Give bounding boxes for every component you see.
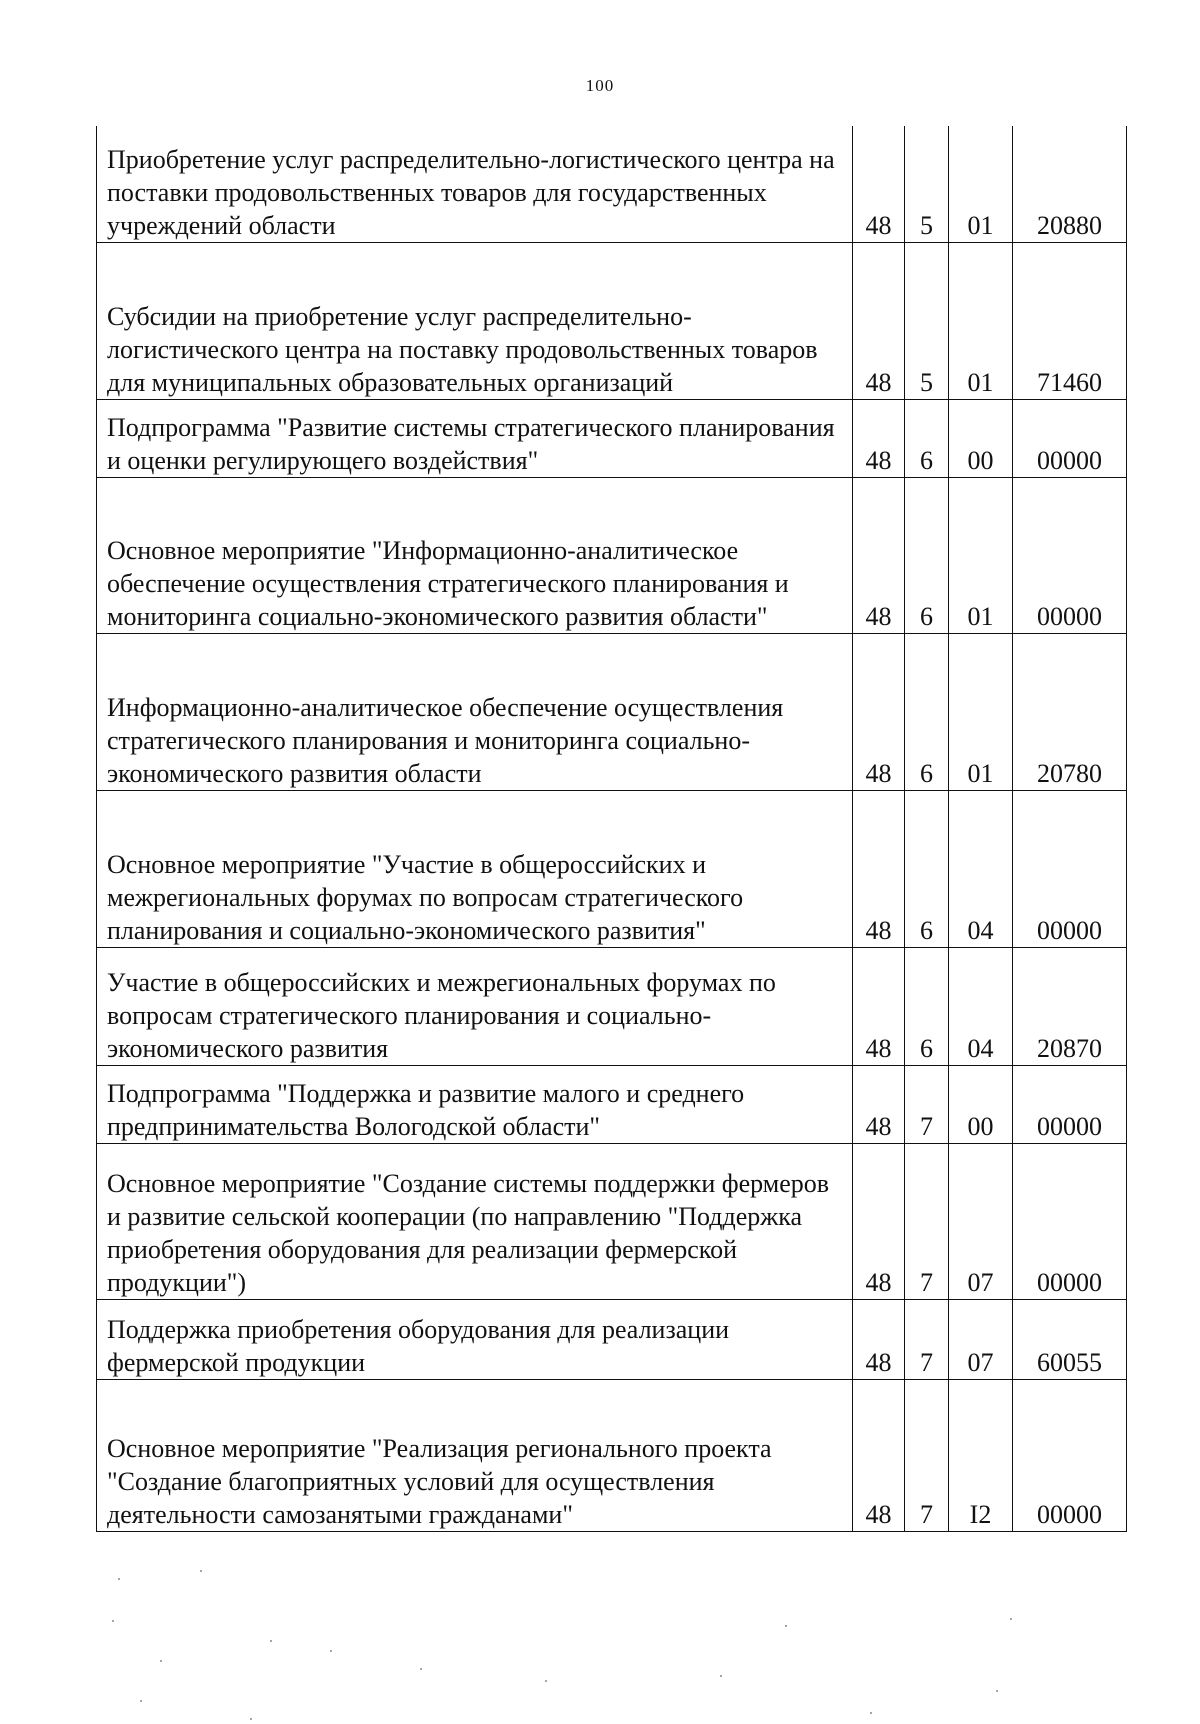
main-event-code-cell: 00	[949, 399, 1013, 477]
row-name-cell: Участие в общероссийских и межрегиональных форумах по вопросам стратегического планирования и социально-экономического развития	[97, 947, 853, 1065]
main-event-code-cell: 04	[949, 947, 1013, 1065]
table-row	[97, 399, 1127, 477]
page-number: 100	[585, 76, 615, 95]
subprogram-code-cell: 7	[905, 1379, 949, 1531]
subprogram-code-cell: 7	[905, 1065, 949, 1143]
table-row	[97, 790, 1127, 947]
direction-code-cell: 00000	[1013, 1065, 1127, 1143]
table-row	[97, 1379, 1127, 1531]
row-name-cell: Приобретение услуг распределительно-логистического центра на поставки продовольственных товаров для государственных учреждений области	[97, 126, 853, 242]
table-row	[97, 633, 1127, 790]
main-event-code-cell: 07	[949, 1299, 1013, 1379]
row-name-cell: Основное мероприятие "Создание системы поддержки фермеров и развитие сельской кооперации (по направлению "Поддержка приобретения оборудования для реализации фермерской продукции")	[97, 1143, 853, 1299]
table-row	[97, 1299, 1127, 1379]
table-row	[97, 947, 1127, 1065]
subprogram-code-cell: 6	[905, 947, 949, 1065]
row-name-cell: Подпрограмма "Развитие системы стратегического планирования и оценки регулирующего воздействия"	[97, 399, 853, 477]
program-code-cell: 48	[853, 477, 905, 633]
direction-code-cell: 60055	[1013, 1299, 1127, 1379]
subprogram-code-cell: 5	[905, 242, 949, 399]
main-event-code-cell: 01	[949, 633, 1013, 790]
subprogram-code-cell: 5	[905, 126, 949, 242]
program-code-cell: 48	[853, 790, 905, 947]
row-name-cell: Информационно-аналитическое обеспечение осуществления стратегического планирования и мониторинга социально-экономического развития области	[97, 633, 853, 790]
program-code-cell: 48	[853, 1379, 905, 1531]
direction-code-cell: 20780	[1013, 633, 1127, 790]
subprogram-code-cell: 6	[905, 399, 949, 477]
program-code-cell: 48	[853, 1143, 905, 1299]
direction-code-cell: 00000	[1013, 1143, 1127, 1299]
direction-code-cell: 00000	[1013, 477, 1127, 633]
table-row	[97, 1143, 1127, 1299]
direction-code-cell: 20880	[1013, 126, 1127, 242]
row-name-cell: Основное мероприятие "Информационно-аналитическое обеспечение осуществления стратегического планирования и мониторинга социально-экономического развития области"	[97, 477, 853, 633]
direction-code-cell: 71460	[1013, 242, 1127, 399]
main-event-code-cell: 01	[949, 477, 1013, 633]
direction-code-cell: 00000	[1013, 1379, 1127, 1531]
main-event-code-cell: 00	[949, 1065, 1013, 1143]
program-code-cell: 48	[853, 1065, 905, 1143]
program-code-cell: 48	[853, 242, 905, 399]
subprogram-code-cell: 6	[905, 477, 949, 633]
row-name-cell: Субсидии на приобретение услуг распределительно-логистического центра на поставку продовольственных товаров для муниципальных образовательных организаций	[97, 242, 853, 399]
subprogram-code-cell: 7	[905, 1143, 949, 1299]
row-name-cell: Подпрограмма "Поддержка и развитие малого и среднего предпринимательства Вологодской области"	[97, 1065, 853, 1143]
main-event-code-cell: 04	[949, 790, 1013, 947]
subprogram-code-cell: 7	[905, 1299, 949, 1379]
main-event-code-cell: 07	[949, 1143, 1013, 1299]
budget-classification-table	[96, 126, 1127, 1532]
table-row	[97, 242, 1127, 399]
subprogram-code-cell: 6	[905, 790, 949, 947]
table-row	[97, 126, 1127, 242]
program-code-cell: 48	[853, 1299, 905, 1379]
row-name-cell: Поддержка приобретения оборудования для реализации фермерской продукции	[97, 1299, 853, 1379]
direction-code-cell: 00000	[1013, 399, 1127, 477]
direction-code-cell: 00000	[1013, 790, 1127, 947]
direction-code-cell: 20870	[1013, 947, 1127, 1065]
table-row	[97, 477, 1127, 633]
program-code-cell: 48	[853, 633, 905, 790]
subprogram-code-cell: 6	[905, 633, 949, 790]
main-event-code-cell: 01	[949, 126, 1013, 242]
program-code-cell: 48	[853, 126, 905, 242]
program-code-cell: 48	[853, 399, 905, 477]
program-code-cell: 48	[853, 947, 905, 1065]
table-row	[97, 1065, 1127, 1143]
main-event-code-cell: I2	[949, 1379, 1013, 1531]
row-name-cell: Основное мероприятие "Реализация регионального проекта "Создание благоприятных условий для осуществления деятельности самозанятыми гражданами"	[97, 1379, 853, 1531]
main-event-code-cell: 01	[949, 242, 1013, 399]
row-name-cell: Основное мероприятие "Участие в общероссийских и межрегиональных форумах по вопросам стратегического планирования и социально-экономического развития"	[97, 790, 853, 947]
